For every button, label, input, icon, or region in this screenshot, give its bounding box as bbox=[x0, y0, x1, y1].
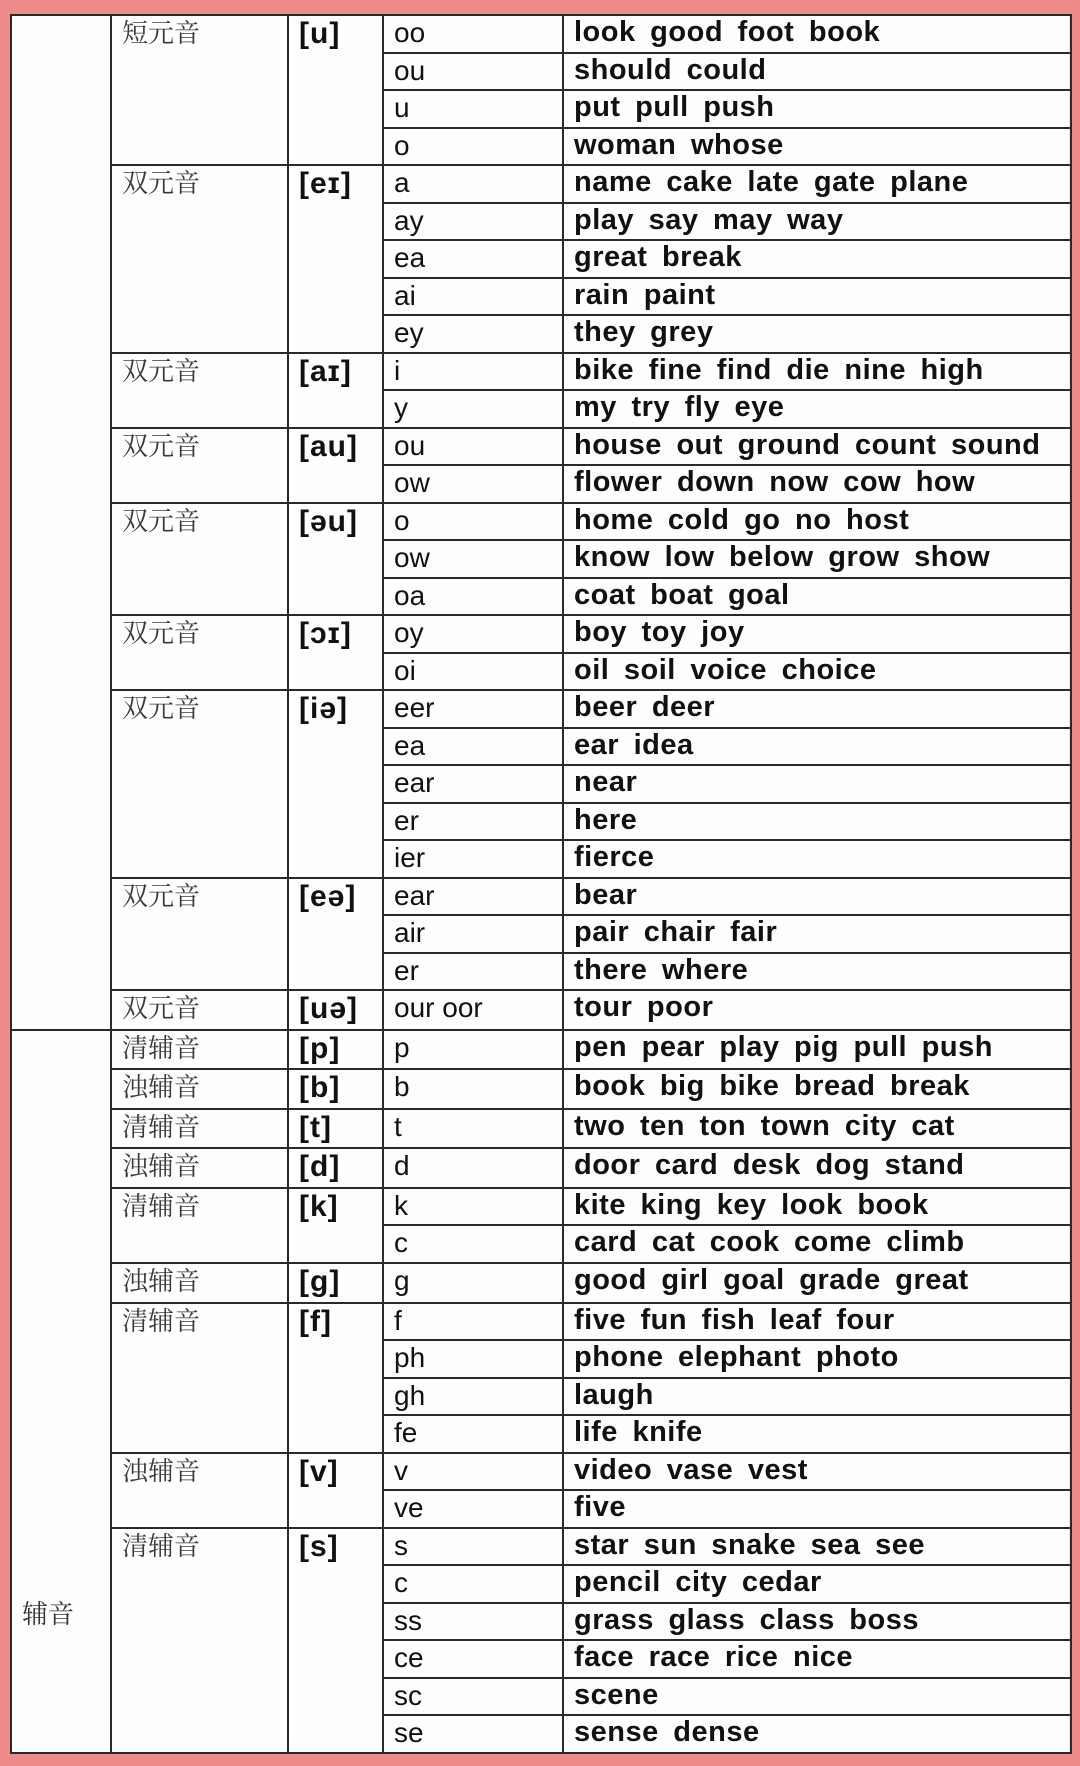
example-words-cell: boy toy joy bbox=[563, 615, 1071, 653]
table-row bbox=[11, 1069, 1071, 1109]
spelling-cell: g bbox=[383, 1263, 563, 1303]
spelling-cell: eer bbox=[383, 690, 563, 728]
table-row bbox=[11, 353, 1071, 391]
table-row bbox=[11, 1148, 1071, 1188]
spelling-cell: ey bbox=[383, 315, 563, 353]
example-words-cell: bear bbox=[563, 878, 1071, 916]
example-words-cell: bike fine find die nine high bbox=[563, 353, 1071, 391]
spelling-cell: ea bbox=[383, 728, 563, 766]
spelling-cell: c bbox=[383, 1225, 563, 1263]
table-row bbox=[11, 1109, 1071, 1149]
example-words-cell: laugh bbox=[563, 1378, 1071, 1416]
phonetic-symbol-cell: [f] bbox=[288, 1303, 383, 1453]
sound-type-cell: 双元音 bbox=[111, 503, 288, 616]
phonetic-symbol-cell: [d] bbox=[288, 1148, 383, 1188]
example-words-cell: great break bbox=[563, 240, 1071, 278]
spelling-cell: k bbox=[383, 1188, 563, 1226]
spelling-cell: ay bbox=[383, 203, 563, 241]
example-words-cell: my try fly eye bbox=[563, 390, 1071, 428]
table-row bbox=[11, 690, 1071, 728]
table-row bbox=[11, 990, 1071, 1030]
spelling-cell: ou bbox=[383, 428, 563, 466]
sound-type-cell: 清辅音 bbox=[111, 1109, 288, 1149]
spelling-cell: ow bbox=[383, 465, 563, 503]
phonetic-symbol-cell: [s] bbox=[288, 1528, 383, 1753]
sound-type-cell: 双元音 bbox=[111, 615, 288, 690]
sound-type-cell: 双元音 bbox=[111, 428, 288, 503]
phonetic-symbol-cell: [ɔɪ] bbox=[288, 615, 383, 690]
table-row bbox=[11, 878, 1071, 916]
phonetic-symbol-cell: [v] bbox=[288, 1453, 383, 1528]
example-words-cell: oil soil voice choice bbox=[563, 653, 1071, 691]
example-words-cell: woman whose bbox=[563, 128, 1071, 166]
table-row bbox=[11, 1263, 1071, 1303]
sound-type-cell: 双元音 bbox=[111, 878, 288, 991]
table-row bbox=[11, 615, 1071, 653]
example-words-cell: star sun snake sea see bbox=[563, 1528, 1071, 1566]
spelling-cell: ai bbox=[383, 278, 563, 316]
sound-type-cell: 浊辅音 bbox=[111, 1069, 288, 1109]
spelling-cell: s bbox=[383, 1528, 563, 1566]
sound-type-cell: 清辅音 bbox=[111, 1188, 288, 1263]
example-words-cell: there where bbox=[563, 953, 1071, 991]
sound-type-cell: 清辅音 bbox=[111, 1030, 288, 1070]
spelling-cell: ve bbox=[383, 1490, 563, 1528]
spelling-cell: u bbox=[383, 90, 563, 128]
example-words-cell: grass glass class boss bbox=[563, 1603, 1071, 1641]
spelling-cell: our oor bbox=[383, 990, 563, 1030]
table-row bbox=[11, 165, 1071, 203]
example-words-cell: five bbox=[563, 1490, 1071, 1528]
phonetic-symbol-cell: [uə] bbox=[288, 990, 383, 1030]
sound-type-cell: 双元音 bbox=[111, 690, 288, 878]
example-words-cell: kite king key look book bbox=[563, 1188, 1071, 1226]
spelling-cell: f bbox=[383, 1303, 563, 1341]
example-words-cell: good girl goal grade great bbox=[563, 1263, 1071, 1303]
example-words-cell: beer deer bbox=[563, 690, 1071, 728]
spelling-cell: ier bbox=[383, 840, 563, 878]
sound-type-cell: 双元音 bbox=[111, 990, 288, 1030]
table-row bbox=[11, 1030, 1071, 1070]
category-cell: 辅音 bbox=[11, 1030, 111, 1753]
example-words-cell: video vase vest bbox=[563, 1453, 1071, 1491]
example-words-cell: home cold go no host bbox=[563, 503, 1071, 541]
phonetic-symbol-cell: [t] bbox=[288, 1109, 383, 1149]
spelling-cell: oo bbox=[383, 15, 563, 53]
example-words-cell: here bbox=[563, 803, 1071, 841]
sound-type-cell: 清辅音 bbox=[111, 1303, 288, 1453]
example-words-cell: house out ground count sound bbox=[563, 428, 1071, 466]
sound-type-cell: 浊辅音 bbox=[111, 1263, 288, 1303]
phonetic-symbol-cell: [eɪ] bbox=[288, 165, 383, 353]
phonetic-symbol-cell: [k] bbox=[288, 1188, 383, 1263]
sound-type-cell: 双元音 bbox=[111, 353, 288, 428]
example-words-cell: they grey bbox=[563, 315, 1071, 353]
example-words-cell: five fun fish leaf four bbox=[563, 1303, 1071, 1341]
sound-type-cell: 短元音 bbox=[111, 15, 288, 165]
spelling-cell: ea bbox=[383, 240, 563, 278]
category-cell bbox=[11, 15, 111, 1030]
phonetic-symbol-cell: [au] bbox=[288, 428, 383, 503]
example-words-cell: rain paint bbox=[563, 278, 1071, 316]
example-words-cell: ear idea bbox=[563, 728, 1071, 766]
spelling-cell: sc bbox=[383, 1678, 563, 1716]
spelling-cell: v bbox=[383, 1453, 563, 1491]
example-words-cell: flower down now cow how bbox=[563, 465, 1071, 503]
phonetic-symbol-cell: [əu] bbox=[288, 503, 383, 616]
table-row bbox=[11, 1188, 1071, 1226]
phonics-table bbox=[10, 14, 1072, 1754]
spelling-cell: se bbox=[383, 1715, 563, 1753]
example-words-cell: pen pear play pig pull push bbox=[563, 1030, 1071, 1070]
spelling-cell: p bbox=[383, 1030, 563, 1070]
example-words-cell: fierce bbox=[563, 840, 1071, 878]
phonetic-symbol-cell: [u] bbox=[288, 15, 383, 165]
example-words-cell: book big bike bread break bbox=[563, 1069, 1071, 1109]
spelling-cell: er bbox=[383, 803, 563, 841]
table-row bbox=[11, 428, 1071, 466]
example-words-cell: scene bbox=[563, 1678, 1071, 1716]
example-words-cell: card cat cook come climb bbox=[563, 1225, 1071, 1263]
table-row bbox=[11, 15, 1071, 53]
sound-type-cell: 双元音 bbox=[111, 165, 288, 353]
spelling-cell: ss bbox=[383, 1603, 563, 1641]
spelling-cell: ou bbox=[383, 53, 563, 91]
table-body bbox=[11, 15, 1071, 1753]
sound-type-cell: 清辅音 bbox=[111, 1528, 288, 1753]
spelling-cell: ear bbox=[383, 765, 563, 803]
spelling-cell: o bbox=[383, 128, 563, 166]
spelling-cell: ce bbox=[383, 1640, 563, 1678]
spelling-cell: ph bbox=[383, 1340, 563, 1378]
table-row bbox=[11, 1303, 1071, 1341]
phonetic-symbol-cell: [p] bbox=[288, 1030, 383, 1070]
phonetic-symbol-cell: [g] bbox=[288, 1263, 383, 1303]
example-words-cell: know low below grow show bbox=[563, 540, 1071, 578]
example-words-cell: door card desk dog stand bbox=[563, 1148, 1071, 1188]
example-words-cell: put pull push bbox=[563, 90, 1071, 128]
spelling-cell: o bbox=[383, 503, 563, 541]
spelling-cell: gh bbox=[383, 1378, 563, 1416]
example-words-cell: two ten ton town city cat bbox=[563, 1109, 1071, 1149]
page-frame bbox=[10, 14, 1070, 1754]
spelling-cell: air bbox=[383, 915, 563, 953]
table-row bbox=[11, 503, 1071, 541]
spelling-cell: i bbox=[383, 353, 563, 391]
spelling-cell: ear bbox=[383, 878, 563, 916]
phonetic-symbol-cell: [b] bbox=[288, 1069, 383, 1109]
spelling-cell: a bbox=[383, 165, 563, 203]
sound-type-cell: 浊辅音 bbox=[111, 1148, 288, 1188]
phonetic-symbol-cell: [iə] bbox=[288, 690, 383, 878]
example-words-cell: tour poor bbox=[563, 990, 1071, 1030]
phonetic-symbol-cell: [eə] bbox=[288, 878, 383, 991]
spelling-cell: oy bbox=[383, 615, 563, 653]
spelling-cell: c bbox=[383, 1565, 563, 1603]
example-words-cell: sense dense bbox=[563, 1715, 1071, 1753]
example-words-cell: near bbox=[563, 765, 1071, 803]
spelling-cell: y bbox=[383, 390, 563, 428]
spelling-cell: ow bbox=[383, 540, 563, 578]
example-words-cell: life knife bbox=[563, 1415, 1071, 1453]
spelling-cell: er bbox=[383, 953, 563, 991]
phonetic-symbol-cell: [aɪ] bbox=[288, 353, 383, 428]
spelling-cell: oa bbox=[383, 578, 563, 616]
example-words-cell: name cake late gate plane bbox=[563, 165, 1071, 203]
spelling-cell: oi bbox=[383, 653, 563, 691]
spelling-cell: b bbox=[383, 1069, 563, 1109]
example-words-cell: should could bbox=[563, 53, 1071, 91]
example-words-cell: play say may way bbox=[563, 203, 1071, 241]
spelling-cell: fe bbox=[383, 1415, 563, 1453]
spelling-cell: t bbox=[383, 1109, 563, 1149]
sound-type-cell: 浊辅音 bbox=[111, 1453, 288, 1528]
spelling-cell: d bbox=[383, 1148, 563, 1188]
example-words-cell: pair chair fair bbox=[563, 915, 1071, 953]
table-row bbox=[11, 1528, 1071, 1566]
example-words-cell: look good foot book bbox=[563, 15, 1071, 53]
example-words-cell: coat boat goal bbox=[563, 578, 1071, 616]
table-row bbox=[11, 1453, 1071, 1491]
example-words-cell: face race rice nice bbox=[563, 1640, 1071, 1678]
example-words-cell: pencil city cedar bbox=[563, 1565, 1071, 1603]
example-words-cell: phone elephant photo bbox=[563, 1340, 1071, 1378]
